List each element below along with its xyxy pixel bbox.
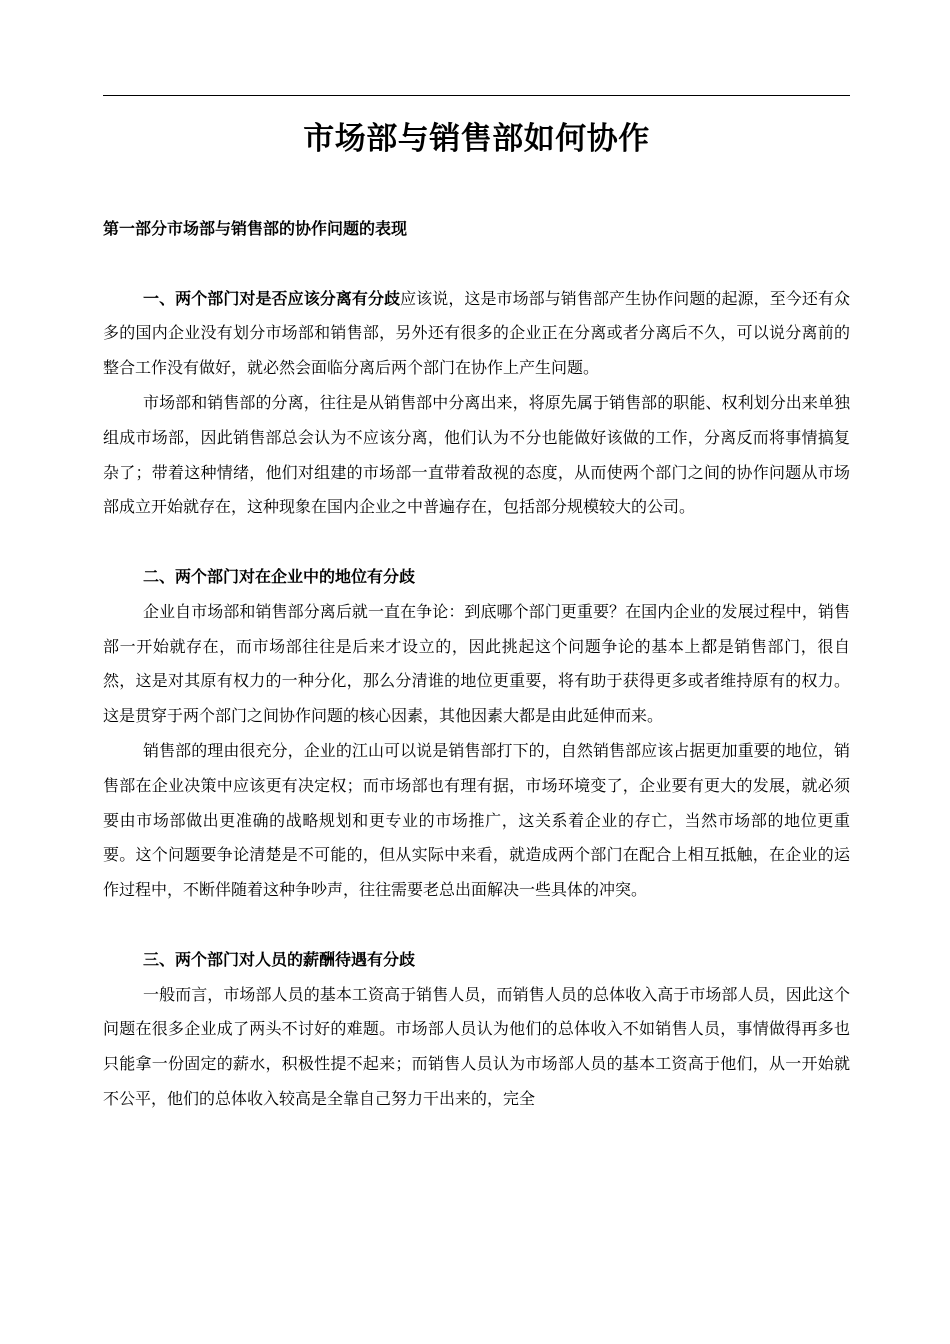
section-1-paragraph: 市场部和销售部的分离，往往是从销售部中分离出来，将原先属于销售部的职能、权利划分出来单独组成市场部，因此销售部总会认为不应该分离，他们认为不分也能做好该做的工作，分离反而将事情搞复杂了；带着这种情绪，他们对组建的市场部一直带着敌视的态度，从而使两个部门之间的协作问题从市场部成立开始就存在，这种现象在国内企业之中普遍存在，包括部分规模较大的公司。 (103, 392, 850, 517)
spacer (103, 525, 850, 560)
header-rule (103, 95, 850, 96)
section-1-lead-paragraph (103, 282, 850, 386)
section-2-heading: 二、两个部门对在企业中的地位有分歧 (143, 566, 416, 586)
part-heading: 第一部分市场部与销售部的协作问题的表现 (103, 219, 408, 238)
section-1-lead-text: 应该说，这是市场部与销售部产生协作问题的起源，至今还有众多的国内企业没有划分市场部和销售部，另外还有很多的企业正在分离或者分离后不久，可以说分离前的整合工作没有做好，就必然会面临分离后两个部门在协作上产生问题。 (103, 288, 850, 378)
section-2-paragraph: 企业自市场部和销售部分离后就一直在争论：到底哪个部门更重要？在国内企业的发展过程中，销售部一开始就存在，而市场部往往是后来才设立的，因此挑起这个问题争论的基本上都是销售部门，很自然，这是对其原有权力的一种分化，那么分清谁的地位更重要，将有助于获得更多或者维持原有的权力。这是贯穿于两个部门之间协作问题的核心因素，其他因素大都是由此延伸而来。 (103, 601, 850, 726)
section-2-paragraph: 销售部的理由很充分，企业的江山可以说是销售部打下的，自然销售部应该占据更加重要的地位，销售部在企业决策中应该更有决定权；而市场部也有理有据，市场环境变了，企业要有更大的发展，就必须要由市场部做出更准确的战略规划和更专业的市场推广，这关系着企业的存亡，当然市场部的地位更重要。这个问题要争论清楚是不可能的，但从实际中来看，就造成两个部门在配合上相互抵触，在企业的运作过程中，不断伴随着这种争吵声，往往需要老总出面解决一些具体的冲突。 (103, 740, 850, 900)
section-3-paragraph: 一般而言，市场部人员的基本工资高于销售人员，而销售人员的总体收入高于市场部人员，因此这个问题在很多企业成了两头不讨好的难题。市场部人员认为他们的总体收入不如销售人员，事情做得再多也只能拿一份固定的薪水，积极性提不起来；而销售人员认为市场部人员的基本工资高于他们，从一开始就不公平，他们的总体收入较高是全靠自己努力干出来的，完全 (103, 984, 850, 1108)
section-1-heading: 一、两个部门对是否应该分离有分歧 (143, 288, 401, 308)
spacer (103, 908, 850, 943)
document-body (103, 212, 850, 1117)
section-3-heading: 三、两个部门对人员的薪酬待遇有分歧 (143, 949, 416, 969)
document-title: 市场部与销售部如何协作 (303, 120, 650, 157)
document-page (103, 0, 850, 1344)
spacer (103, 247, 850, 282)
